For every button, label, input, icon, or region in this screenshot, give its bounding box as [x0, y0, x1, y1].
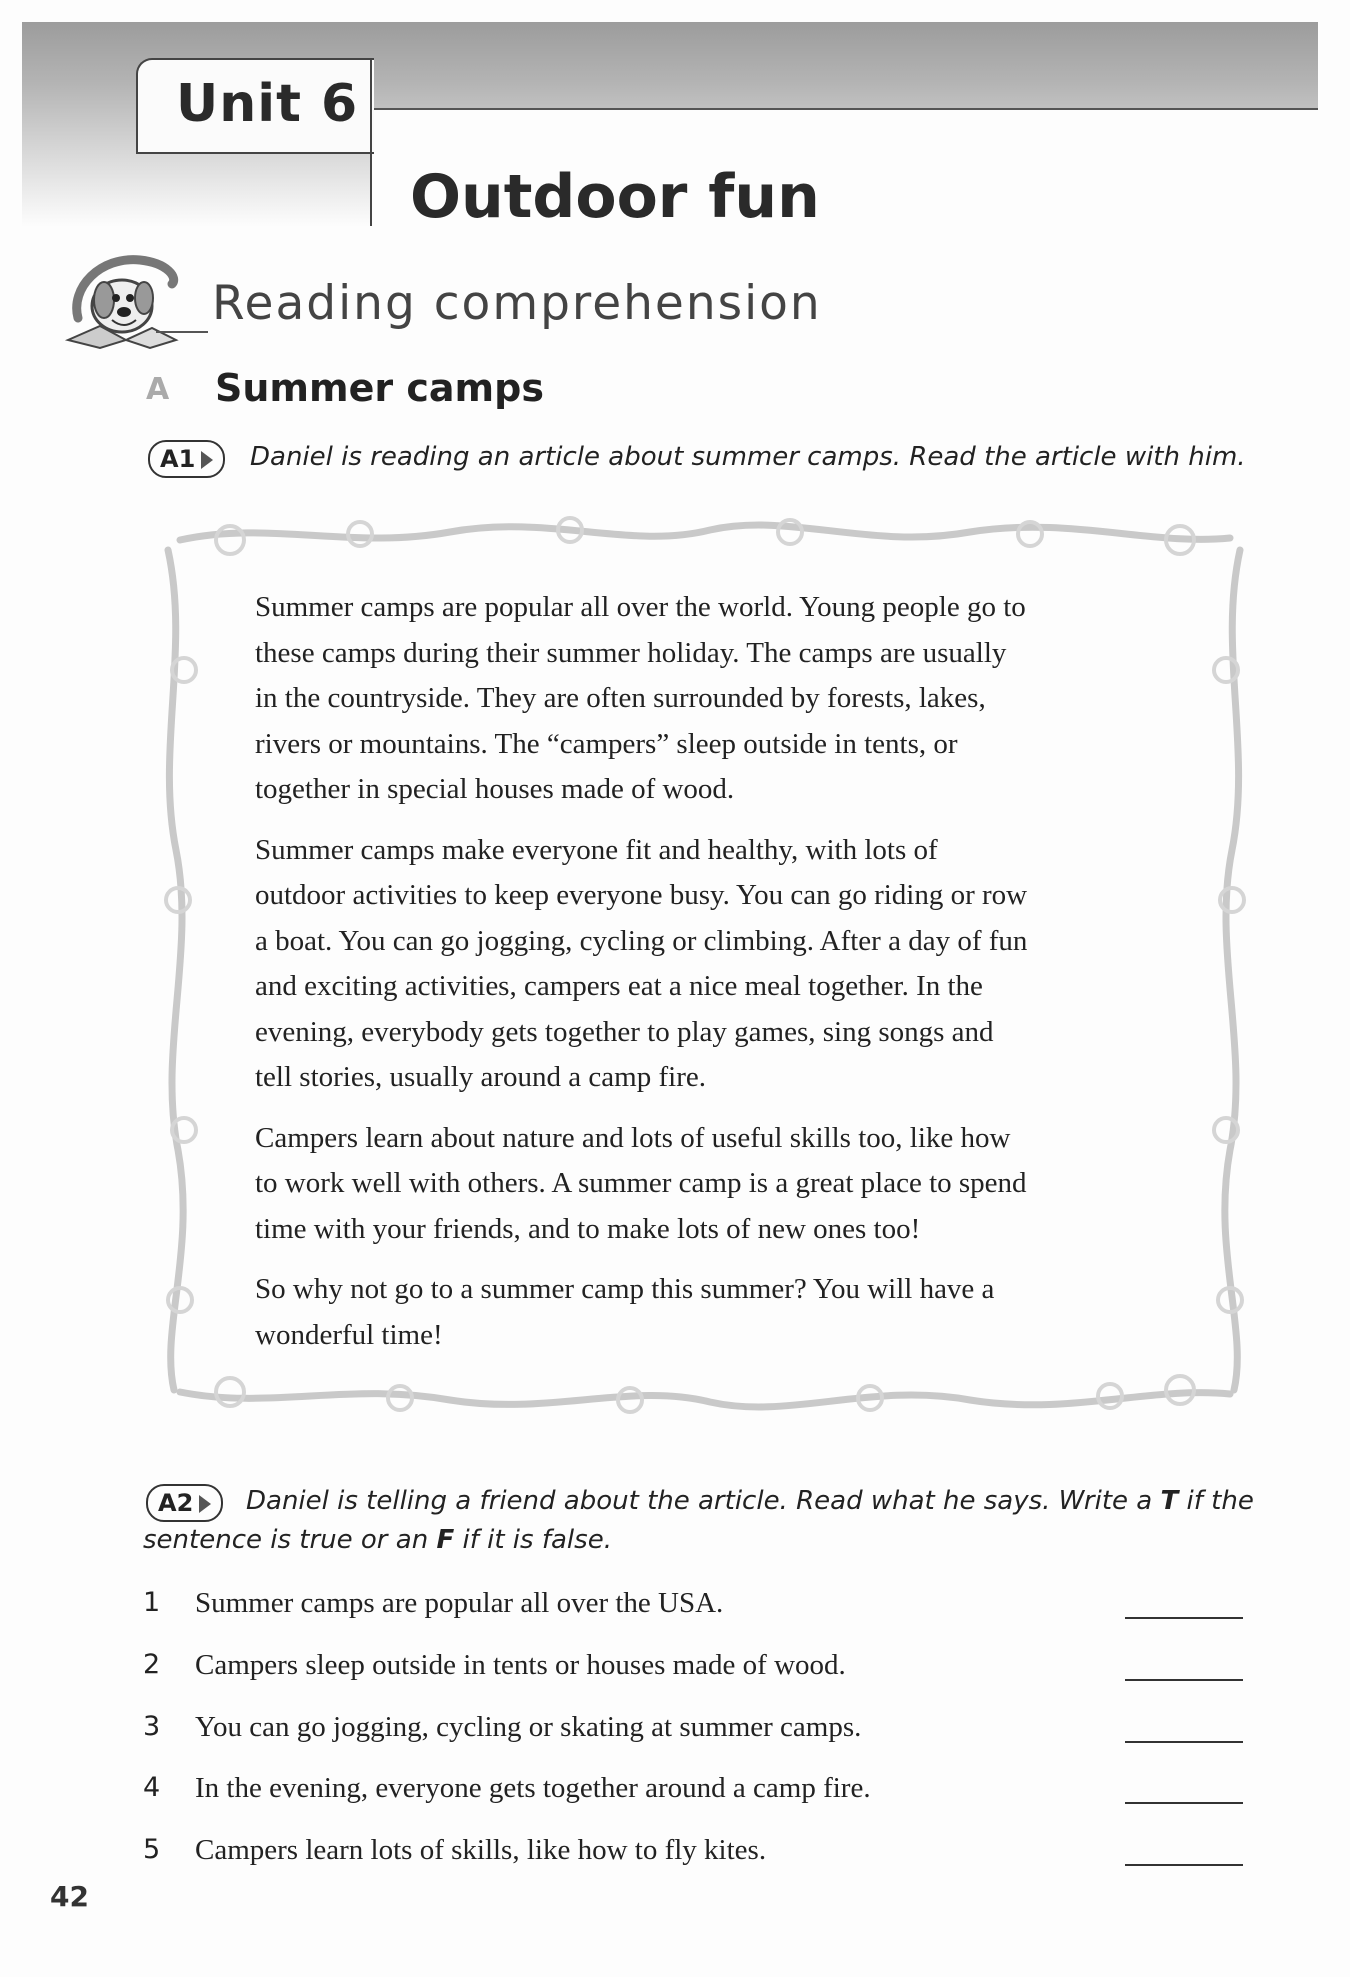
article-paragraph: Summer camps make everyone fit and healthy, with lots of outdoor activities to keep everyone busy. You can go riding or row a boat. You can go jogging, cycling or climbing. After a day of fun and exciting activities, campers eat a nice meal together. In the evening, everybody gets together to play games, sing songs and tell stories, usually around a camp fire. — [255, 833, 1028, 1093]
question-text: In the evening, everyone gets together around a camp fire. — [195, 1772, 871, 1804]
answer-blank[interactable] — [1125, 1802, 1243, 1804]
dog-reading-mascot-icon — [60, 248, 210, 358]
play-arrow-icon — [201, 451, 213, 469]
part-letter: A — [146, 372, 170, 407]
question-row — [143, 1772, 1243, 1816]
answer-blank[interactable] — [1125, 1864, 1243, 1866]
question-text: Campers learn lots of skills, like how to fly kites. — [195, 1834, 767, 1866]
question-number: 1 — [143, 1587, 161, 1618]
a2-badge: A2 — [146, 1484, 223, 1522]
article-paragraph: So why not go to a summer camp this summer? You will have a wonderful time! — [255, 1273, 995, 1351]
question-row — [143, 1649, 1243, 1693]
unit-label: Unit 6 — [176, 74, 359, 134]
article-paragraph: Summer camps are popular all over the world. Young people go to these camps during their summer holiday. The camps are usually in the countryside. They are often surrounded by forests, lakes, rivers or mountains. The “campers” sleep outside in tents, or together in special houses made of wood. — [255, 591, 1026, 805]
header-divider-line — [372, 108, 1318, 110]
play-arrow-icon — [199, 1495, 211, 1513]
article-paragraph: Campers learn about nature and lots of useful skills too, like how to work well with others. A summer camp is a great place to spend time with your friends, and to make lots of new ones too! — [255, 1121, 1027, 1245]
question-text: Campers sleep outside in tents or houses made of wood. — [195, 1649, 846, 1681]
article-text — [255, 585, 1185, 1373]
answer-blank[interactable] — [1125, 1679, 1243, 1681]
a1-badge: A1 — [148, 440, 225, 478]
question-row — [143, 1587, 1243, 1631]
a1-instruction: Daniel is reading an article about summer camps. Read the article with him. — [250, 442, 1246, 472]
question-row — [143, 1834, 1243, 1878]
question-number: 5 — [143, 1834, 161, 1865]
question-text: You can go jogging, cycling or skating at summer camps. — [195, 1711, 862, 1743]
answer-blank[interactable] — [1125, 1617, 1243, 1619]
question-text: Summer camps are popular all over the USA. — [195, 1587, 724, 1619]
question-number: 3 — [143, 1711, 161, 1742]
question-number: 4 — [143, 1772, 161, 1803]
question-row — [143, 1711, 1243, 1755]
a2-instruction-line1: Daniel is telling a friend about the article. Read what he says. Write a T if the — [246, 1486, 1254, 1516]
part-title: Summer camps — [215, 366, 544, 410]
page-title: Outdoor fun — [410, 162, 820, 232]
a2-instruction-line2: sentence is true or an F if it is false. — [143, 1525, 612, 1555]
question-number: 2 — [143, 1649, 161, 1680]
section-heading: Reading comprehension — [212, 276, 822, 331]
page-number: 42 — [50, 1880, 89, 1913]
answer-blank[interactable] — [1125, 1741, 1243, 1743]
unit-tab-border — [370, 58, 372, 226]
